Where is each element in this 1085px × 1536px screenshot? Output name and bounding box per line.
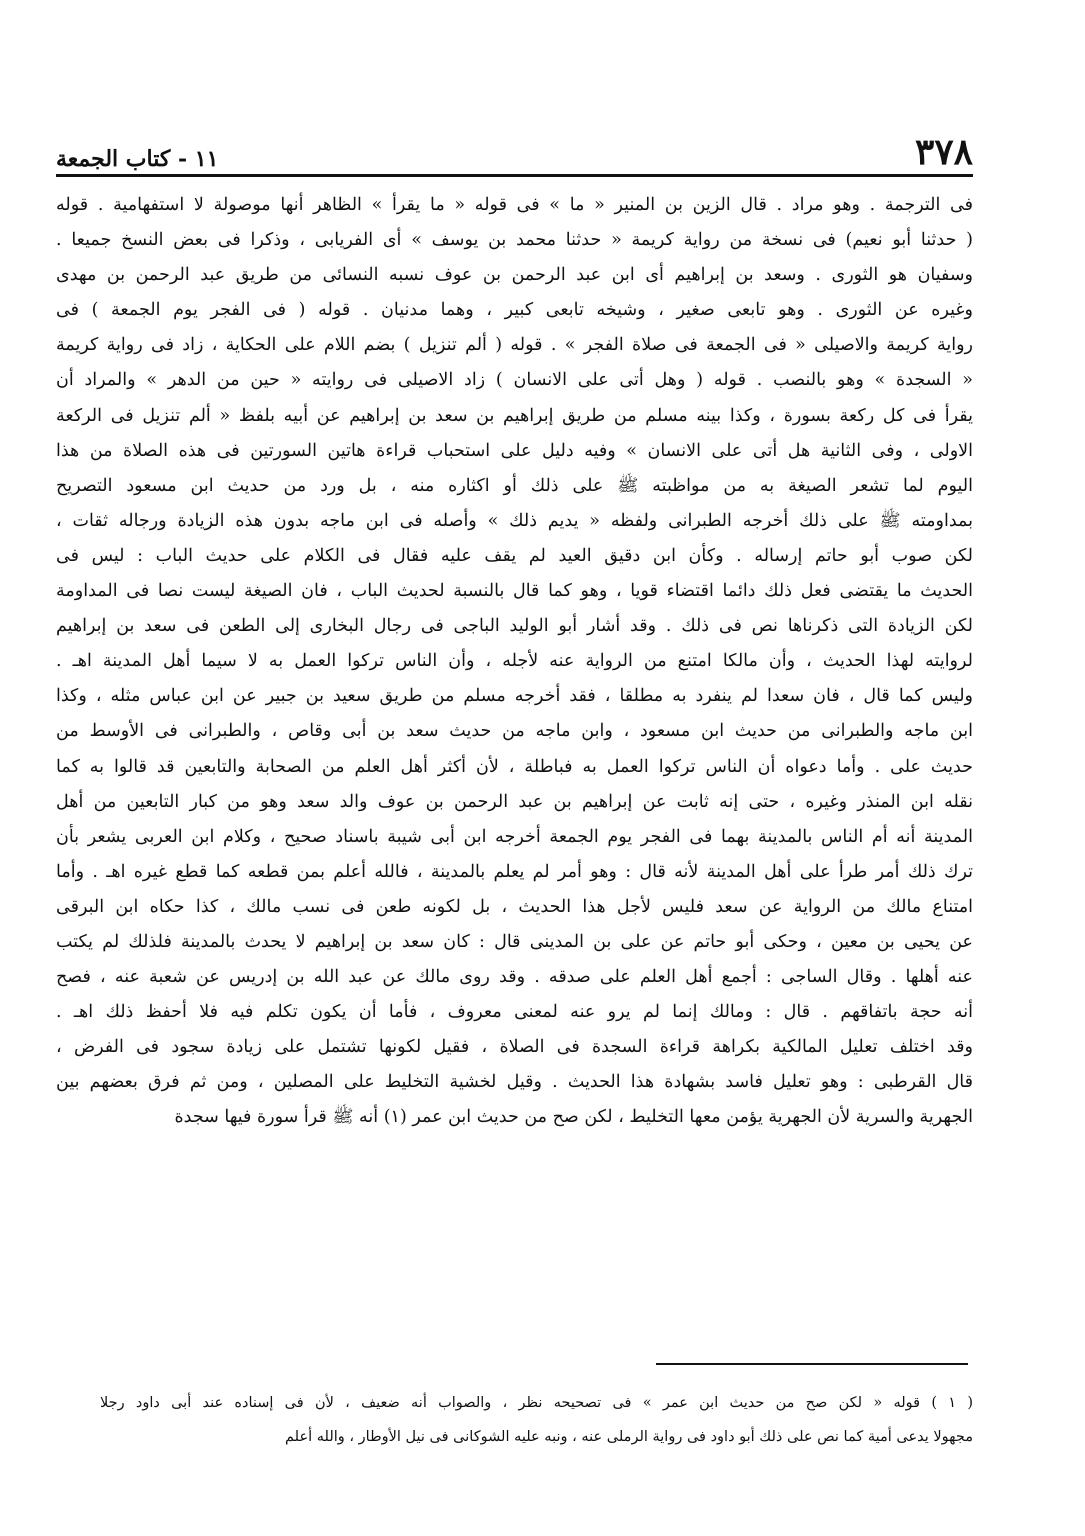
text-line: قال القرطبى : وهو تعليل فاسد بشهادة هذا الحديث . وقيل لخشية التخليط على المصلين ، ومن ثم فرق بعضهم بين xyxy=(56,1072,973,1093)
text-line: وسفيان هو الثورى . وسعد بن إبراهيم أى ابن عبد الرحمن بن عوف نسبه النسائى من طريق عبد الرحمن بن مهدى xyxy=(56,265,973,286)
text-line: امتناع مالك من الرواية عن سعد فليس لأجل هذا الحديث ، بل لكونه طعن فى نسب مالك ، كذا حكاه ابن البرقى xyxy=(56,896,973,917)
footnote-line: ( ١ ) قوله « لكن صح من حديث ابن عمر » فى تصحيحه نظر ، والصواب أنه ضعيف ، لأن فى إسناده عند أبى داود رجلا xyxy=(100,1395,973,1411)
text-line: وغيره عن الثورى . وهو تابعى صغير ، وشيخه تابعى كبير ، وهما مدنيان . قوله ( فى الفجر يوم الجمعة ) فى xyxy=(56,300,973,321)
text-line: يقرأ فى كل ركعة بسورة ، وكذا بينه مسلم من طريق إبراهيم بن سعد بن إبراهيم عن أبيه بلفظ « ألم تنزيل فى الركعة xyxy=(56,405,973,426)
body-text xyxy=(56,188,973,1136)
footnote-rule xyxy=(656,1363,968,1365)
text-line: ابن ماجه والطبرانى من حديث ابن مسعود ، وابن ماجه من حديث سعد بن أبى وقاص ، والطبرانى فى الأوسط من xyxy=(56,721,973,742)
text-line: المدينة أنه أم الناس بالمدينة بهما فى الفجر يوم الجمعة أخرجه ابن أبى شيبة باسناد صحيح ، وكلام ابن العربى يشعر بأن xyxy=(56,826,973,847)
text-line: وليس كما قال ، فان سعدا لم ينفرد به مطلقا ، فقد أخرجه مسلم من طريق سعيد بن جبير عن ابن عباس مثله ، وكذا xyxy=(56,686,973,707)
text-line: أنه حجة باتفاقهم . قال : ومالك إنما لم يرو عنه لمعنى معروف ، فأما أن يكون تكلم فيه فلا أحفظ ذلك اهـ . xyxy=(56,1002,973,1023)
text-line: لروايته لهذا الحديث ، وأن مالكا امتنع من الرواية عنه لأجله ، وأن الناس تركوا العمل به لا سيما أهل المدينة اهـ . xyxy=(56,651,973,672)
text-line: عنه أهلها . وقال الساجى : أجمع أهل العلم على صدقه . وقد روى مالك عن عبد الله بن إدريس عن شعبة عنه ، فصح xyxy=(56,967,973,988)
text-line: ( حدثنا أبو نعيم) فى نسخة من رواية كريمة « حدثنا محمد بن يوسف » أى الفريابى ، وذكرا فى بعض النسخ جميعا . xyxy=(56,230,973,251)
footnotes xyxy=(100,1386,973,1454)
text-line: الحديث ما يقتضى فعل ذلك دائما اقتضاء قويا ، وهو كما قال بالنسبة لحديث الباب ، فان الصيغة ليست نصا فى المداومة xyxy=(56,581,973,602)
text-line: رواية كريمة والاصيلى « فى الجمعة فى صلاة الفجر » . قوله ( ألم تنزيل ) بضم اللام على الحكاية ، زاد فى رواية كريمة xyxy=(56,335,973,356)
text-line: ترك ذلك أمر طرأ على أهل المدينة لأنه قال : وهو أمر لم يعلم بالمدينة ، فالله أعلم بمن قطعه كما قطع غيره اهـ . وأما xyxy=(56,861,973,882)
text-line: بمداومته ﷺ على ذلك أخرجه الطبرانى ولفظه « يديم ذلك » وأصله فى ابن ماجه بدون هذه الزيادة ورجاله ثقات ، xyxy=(56,510,973,531)
footnote-line: مجهولا يدعى أمية كما نص على ذلك أبو داود فى رواية الرملى عنه ، ونبه عليه الشوكانى فى نيل الأوطار ، والله أعلم xyxy=(285,1429,973,1445)
text-line: « السجدة » وهو بالنصب . قوله ( وهل أتى على الانسان ) زاد الاصيلى فى روايته « حين من الدهر » والمراد أن xyxy=(56,370,973,391)
text-line: وقد اختلف تعليل المالكية بكراهة قراءة السجدة فى الصلاة ، فقيل لكونها تشتمل على زيادة سجود فى الفرض ، xyxy=(56,1037,973,1058)
text-line: حديث على . وأما دعواه أن الناس تركوا العمل به فباطلة ، لأن أكثر أهل العلم من الصحابة والتابعين قد قالوا به كما xyxy=(56,756,973,777)
text-line: فى الترجمة . وهو مراد . قال الزين بن المنير « ما » فى قوله « ما يقرأ » الظاهر أنها موصولة لا استفهامية . قوله xyxy=(56,195,973,215)
page-number: ٣٧٨ xyxy=(914,131,973,173)
text-line: لكن الزيادة التى ذكرناها نص فى ذلك . وقد أشار أبو الوليد الباجى فى رجال البخارى إلى الطعن فى سعد بن إبراهيم xyxy=(56,616,973,637)
text-line: لكن صوب أبو حاتم إرساله . وكأن ابن دقيق العيد لم يقف عليه فقال فى الكلام على حديث الباب : ليس فى xyxy=(56,545,973,566)
text-line: الجهرية والسرية لأن الجهرية يؤمن معها التخليط ، لكن صح من حديث ابن عمر (١) أنه ﷺ قرأ سورة فيها سجدة xyxy=(174,1107,973,1128)
text-line: عن يحيى بن معين ، وحكى أبو حاتم عن على بن المدينى قال : كان سعد بن إبراهيم لا يحدث بالمدينة فلذلك لم يكتب xyxy=(56,931,973,952)
text-line: نقله ابن المنذر وغيره ، حتى إنه ثابت عن إبراهيم بن عبد الرحمن بن عوف والد سعد وهو من كبار التابعين من أهل xyxy=(56,791,973,812)
text-line: اليوم لما تشعر الصيغة به من مواظبته ﷺ على ذلك أو اكثاره منه ، بل ورد من حديث ابن مسعود التصريح xyxy=(56,475,973,496)
header-rule xyxy=(56,174,973,177)
running-title: ١١ - كتاب الجمعة xyxy=(56,146,219,172)
text-line: الاولى ، وفى الثانية هل أتى على الانسان » وفيه دليل على استحباب قراءة هاتين السورتين فى هذه الصلاة من هذا xyxy=(56,440,973,461)
page-header xyxy=(56,128,973,173)
